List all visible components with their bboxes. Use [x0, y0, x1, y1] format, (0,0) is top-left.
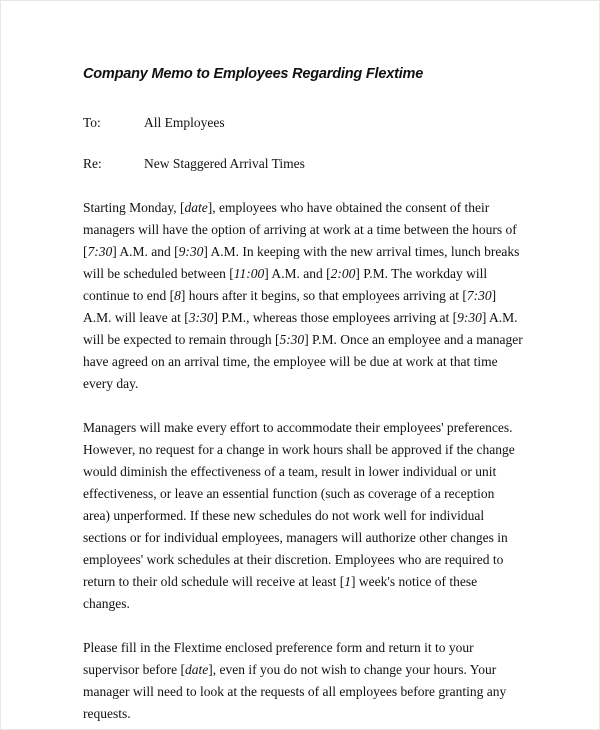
p3-text-2: ], even if you do not wish to change your hours. Your manager will need to look at the requests of all employees before granting any requests. — [83, 662, 507, 721]
paragraph-2 — [83, 417, 523, 615]
p2-text-1: Managers will make every effort to accommodate their employees' preferences. However, no request for a change in work hours shall be approved if the change would diminish the effectiveness of a team, result in lower individual or unit effectiveness, or leave an essential function (such as coverage of a reception area) unperformed. If these new schedules do not work well for individual sections or for individual employees, managers will authorize other changes in employees' work schedules at their discretion. Employees who are required to return to their old schedule will receive at least [ — [83, 420, 515, 589]
memo-field-re-value: New Staggered Arrival Times — [144, 156, 305, 171]
placeholder-notice-weeks: 1 — [344, 574, 352, 589]
p1-text-5: ] A.M. and [ — [264, 266, 331, 281]
p2-text-2: ] week's notice of these changes. — [83, 574, 478, 611]
placeholder-late-departure-time: 5:30 — [279, 332, 305, 347]
p1-text-9: ] P.M., whereas those employees arriving at [ — [213, 310, 458, 325]
p3-text-1: Please fill in the Flextime enclosed preference form and return it to your supervisor before [ — [83, 640, 474, 677]
placeholder-date-deadline: date — [184, 662, 209, 677]
memo-field-re-label: Re: — [83, 156, 102, 171]
placeholder-late-arrival-time: 9:30 — [457, 310, 482, 325]
p1-text-6: ] P.M. The workday will continue to end [ — [83, 266, 488, 303]
placeholder-latest-arrival: 9:30 — [178, 244, 204, 259]
paragraph-1 — [83, 197, 523, 395]
p1-text-2: ], employees who have obtained the consent of their managers will have the option of arriving at work at a time between the hours of [ — [83, 200, 517, 259]
placeholder-early-departure-time: 3:30 — [188, 310, 214, 325]
p1-text-3: ] A.M. and [ — [112, 244, 179, 259]
memo-field-to-value: All Employees — [144, 115, 225, 130]
placeholder-early-arrival-time: 7:30 — [466, 288, 492, 303]
p1-text-8: ] A.M. will leave at [ — [83, 288, 497, 325]
placeholder-lunch-end: 2:00 — [330, 266, 356, 281]
placeholder-earliest-arrival: 7:30 — [87, 244, 113, 259]
p1-text-1: Starting Monday, [ — [83, 200, 185, 215]
placeholder-workday-hours: 8 — [174, 288, 181, 303]
paragraph-3 — [83, 637, 523, 725]
placeholder-lunch-start: 11:00 — [233, 266, 265, 281]
placeholder-date-start: date — [184, 200, 208, 215]
memo-field-to — [83, 115, 523, 131]
p1-text-4: ] A.M. In keeping with the new arrival times, lunch breaks will be scheduled between [ — [83, 244, 520, 281]
page-title: Company Memo to Employees Regarding Flextime — [83, 66, 424, 82]
document-body — [83, 1, 523, 730]
p1-text-11: ] P.M. Once an employee and a manager have agreed on an arrival time, the employee will be due at work at that time every day. — [83, 332, 523, 391]
p1-text-7: ] hours after it begins, so that employees arriving at [ — [180, 288, 467, 303]
memo-field-re — [83, 156, 523, 172]
memo-field-to-label: To: — [83, 115, 101, 130]
p1-text-10: ] A.M. will be expected to remain through [ — [83, 310, 518, 347]
memo-header-fields — [83, 115, 523, 172]
